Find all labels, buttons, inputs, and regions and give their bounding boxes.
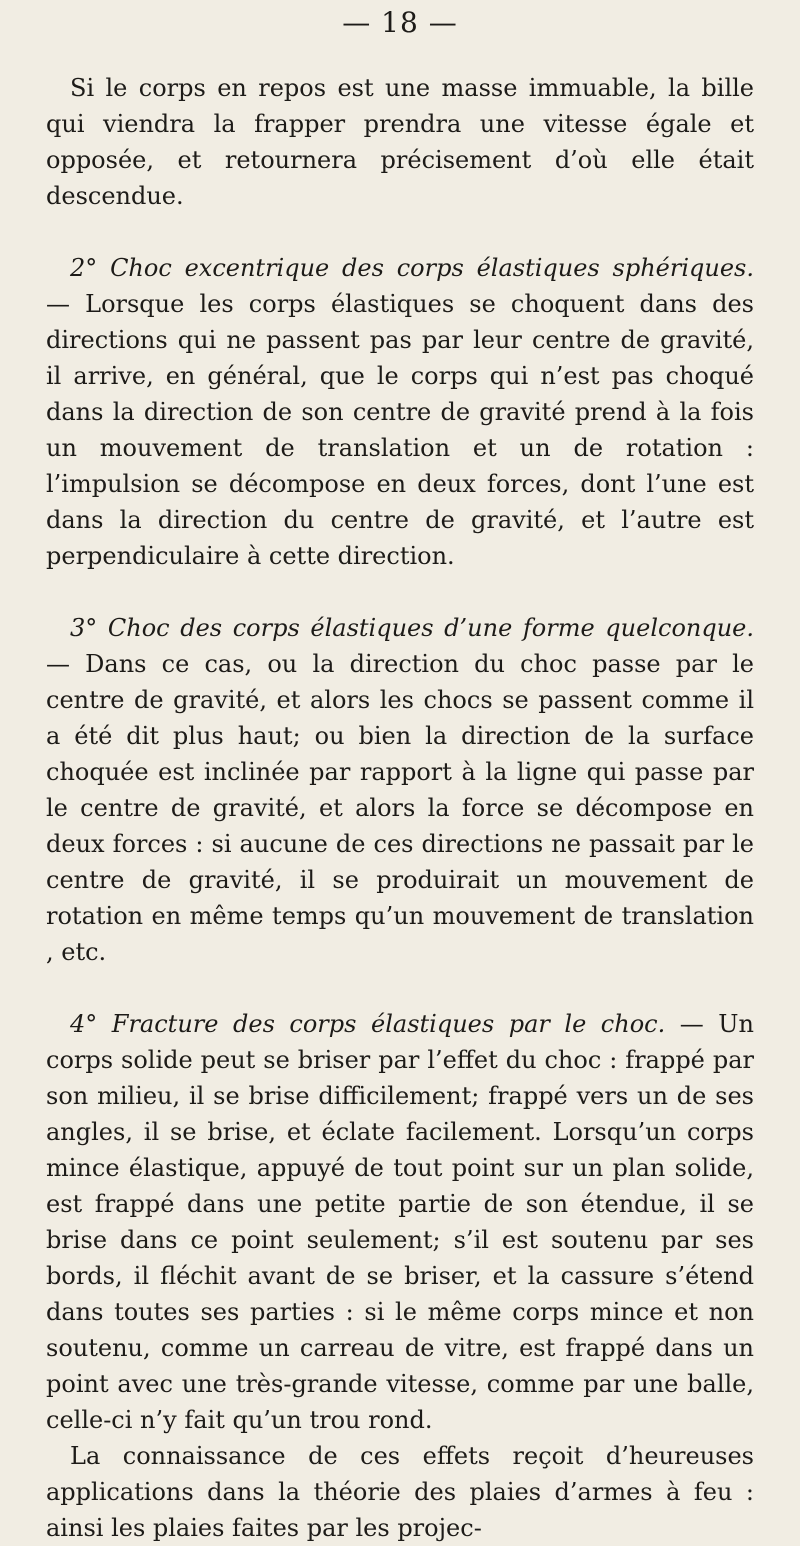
body-text xyxy=(46,70,754,1546)
paragraph-3 xyxy=(46,610,754,970)
paragraph-gap-3 xyxy=(46,970,754,1006)
section-heading-3: 3° Choc des corps élastiques d’une forme quelconque. xyxy=(70,614,754,642)
section-heading-2: 2° Choc excentrique des corps élastiques sphériques. xyxy=(70,254,754,282)
paragraph-gap-1 xyxy=(46,214,754,250)
paragraph-1-text: Si le corps en repos est une masse immuable, la bille qui viendra la frapper prendra une vitesse égale et opposée, et retournera précisement d’où elle était descendue. xyxy=(46,74,754,210)
paragraph-5-text: La connaissance de ces effets reçoit d’heureuses applications dans la théorie des plaies d’armes à feu : ainsi les plaies faites par les projec- xyxy=(46,1442,754,1542)
page-number: — 18 — xyxy=(342,6,458,39)
section-heading-4: 4° Fracture des corps élastiques par le choc. xyxy=(70,1010,666,1038)
paragraph-2 xyxy=(46,250,754,574)
paragraph-2-text: — Lorsque les corps élastiques se choquent dans des directions qui ne passent pas par leur centre de gravité, il arrive, en général, que le corps qui n’est pas choqué dans la direction de son centre de gravité prend à la fois un mouvement de translation et un de rotation : l’impulsion se décompose en deux forces, dont l’une est dans la direction du centre de gravité, et l’autre est perpendiculaire à cette direction. xyxy=(46,290,754,570)
paragraph-4 xyxy=(46,1006,754,1438)
paragraph-3-text: — Dans ce cas, ou la direction du choc passe par le centre de gravité, et alors les chocs se passent comme il a été dit plus haut; ou bien la direction de la surface choquée est inclinée par rapport à la ligne qui passe par le centre de gravité, et alors la force se décompose en deux forces : si aucune de ces directions ne passait par le centre de gravité, il se produirait un mouvement de rotation en même temps qu’un mouvement de translation , etc. xyxy=(46,650,754,966)
paragraph-5 xyxy=(46,1438,754,1546)
paragraph-gap-2 xyxy=(46,574,754,610)
paragraph-4-text: — Un corps solide peut se briser par l’effet du choc : frappé par son milieu, il se brise difficilement; frappé vers un de ses angles, il se brise, et éclate facilement. Lorsqu’un corps mince élastique, appuyé de tout point sur un plan solide, est frappé dans une petite partie de son étendue, il se brise dans ce point seulement; s’il est soutenu par ses bords, il fléchit avant de se briser, et la cassure s’étend dans toutes ses parties : si le même corps mince et non soutenu, comme un carreau de vitre, est frappé dans un point avec une très-grande vitesse, comme par une balle, celle-ci n’y fait qu’un trou rond. xyxy=(46,1010,754,1434)
paragraph-1 xyxy=(46,70,754,214)
